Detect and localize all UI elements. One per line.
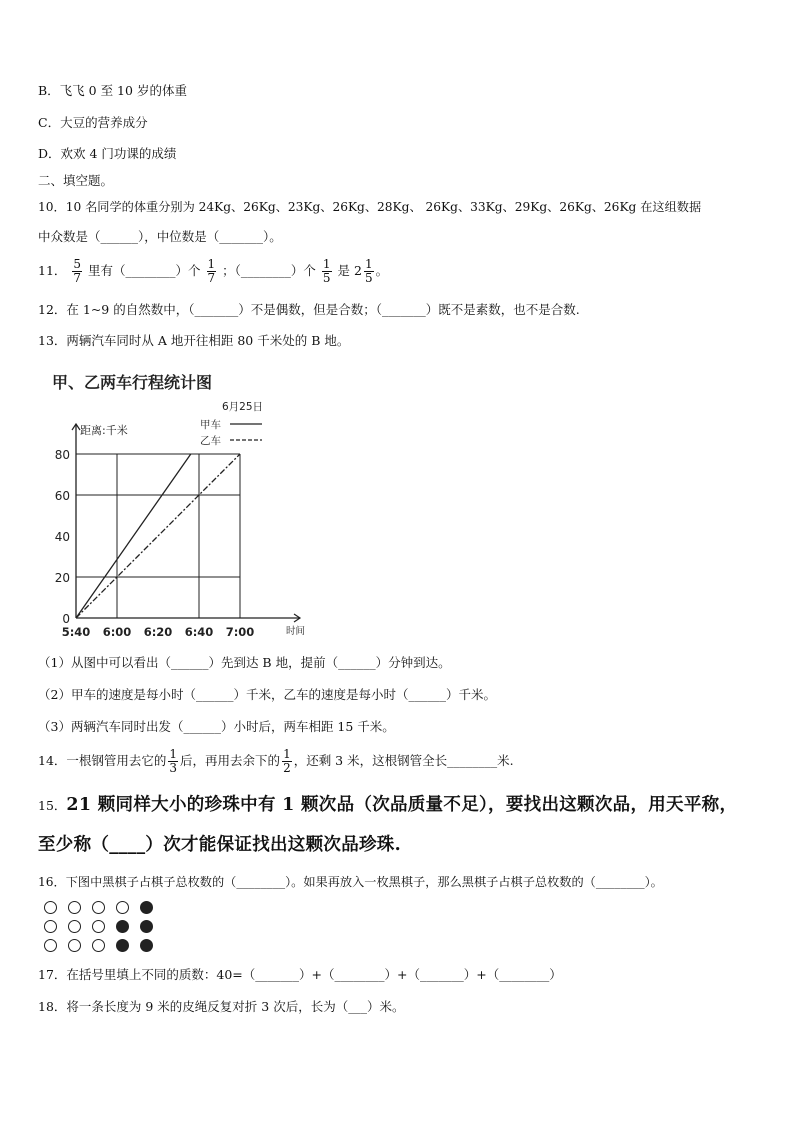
white-piece [92, 939, 105, 952]
fraction-5-7: $\frac{5}{7}$ [73, 257, 82, 285]
q14-text-3: ，还剩 3 米，这根钢管全长________米. [293, 753, 514, 768]
q11-text-3: 是 2 [337, 263, 362, 278]
x-tick-label: 6:00 [102, 625, 132, 638]
white-piece [44, 901, 57, 914]
q11-text-1: 里有（________）个 [88, 263, 201, 278]
white-piece [92, 901, 105, 914]
legend-label: 甲车 [200, 419, 221, 431]
option-c: C．大豆的营养成分 [38, 115, 148, 130]
y-tick-label: 60 [54, 489, 70, 503]
q15-line1 [38, 794, 737, 817]
x-tick-label: 6:40 [184, 625, 214, 638]
q13-sub-1: （1）从图中可以看出（______）先到达 B 地，提前（______）分钟到达。 [38, 655, 451, 670]
q17: 17．在括号里填上不同的质数：40=（_______）+（________）+（_______）+（________） [38, 967, 562, 982]
y-tick-label: 20 [54, 571, 70, 585]
legend-label: 乙车 [200, 435, 221, 447]
q11-number: 11． [38, 263, 67, 278]
x-tick-label: 6:20 [143, 625, 173, 638]
black-piece [140, 920, 153, 933]
chart-title: 甲、乙两车行程统计图 [52, 373, 213, 392]
chart-legend [200, 419, 262, 447]
fraction-1-5: $\frac{1}{5}$ [322, 257, 331, 285]
white-piece [68, 939, 81, 952]
q16: 16．下图中黑棋子占棋子总枚数的（________）。如果再放入一枚黑棋子，那么黑棋子占棋子总枚数的（________）。 [38, 875, 663, 889]
x-tick-label: 5:40 [61, 625, 91, 638]
chart-xlabel: 时间 [286, 626, 306, 637]
q12: 12．在 1~9 的自然数中，（_______）不是偶数，但是合数；（_______）既不是素数，也不是合数. [38, 302, 580, 317]
q14-text-2: 后，再用去余下的 [180, 753, 281, 768]
white-piece [44, 920, 57, 933]
black-piece [140, 939, 153, 952]
white-piece [68, 920, 81, 933]
chart-date: 6月25日 [222, 401, 264, 413]
series-line-2 [76, 454, 240, 618]
q13-sub-3: （3）两辆汽车同时出发（______）小时后，两车相距 15 千米。 [38, 719, 395, 734]
chart-ylabel: 距离:千米 [80, 424, 128, 437]
white-piece [44, 939, 57, 952]
q10-line2: 中众数是（______），中位数是（_______）。 [38, 229, 282, 244]
q13-sub-2: （2）甲车的速度是每小时（______）千米，乙车的速度是每小时（______）千米。 [38, 687, 496, 702]
q15-number: 15． [38, 798, 67, 813]
chart-lines [76, 454, 240, 618]
y-tick-label: 80 [54, 448, 70, 462]
fraction-1-3: $\frac{1}{3}$ [169, 747, 178, 775]
x-tick-label: 7:00 [225, 625, 255, 638]
chart-grid [72, 424, 300, 622]
black-piece [116, 920, 129, 933]
q18: 18．将一条长度为 9 米的皮绳反复对折 3 次后，长为（___）米。 [38, 999, 405, 1014]
q10-line1: 10．10 名同学的体重分别为 24Kg、26Kg、23Kg、26Kg、28Kg、 26Kg、33Kg、29Kg、26Kg、26Kg 在这组数据 [38, 200, 702, 214]
fraction-1-2: $\frac{1}{2}$ [283, 747, 291, 775]
fraction-2-1-5: $\frac{1}{5}$ [364, 257, 373, 285]
fraction-1-7: $\frac{1}{7}$ [207, 257, 216, 285]
black-piece [140, 901, 153, 914]
option-b: B．飞飞 0 至 10 岁的体重 [38, 83, 187, 98]
q14 [38, 746, 514, 776]
white-piece [92, 920, 105, 933]
q13: 13．两辆汽车同时从 A 地开往相距 80 千米处的 B 地。 [38, 333, 350, 348]
q15-text-1: 21 颗同样大小的珍珠中有 1 颗次品（次品质量不足），要找出这颗次品，用天平称， [66, 795, 738, 815]
option-d: D．欢欢 4 门功课的成绩 [38, 146, 177, 161]
y-tick-label: 40 [54, 530, 70, 544]
q11-text-4: 。 [375, 263, 389, 278]
q11-text-2: ；（________）个 [222, 263, 316, 278]
white-piece [68, 901, 81, 914]
series-line-1 [76, 454, 191, 618]
q14-text-1: 14．一根钢管用去它的 [38, 753, 167, 768]
black-piece [116, 939, 129, 952]
section-title: 二、填空题。 [38, 173, 114, 188]
q11 [38, 256, 388, 286]
travel-chart [38, 368, 308, 638]
q15-line2: 至少称（____）次才能保证找出这颗次品珍珠. [38, 835, 401, 855]
white-piece [116, 901, 129, 914]
y-tick-label: 0 [62, 612, 70, 626]
